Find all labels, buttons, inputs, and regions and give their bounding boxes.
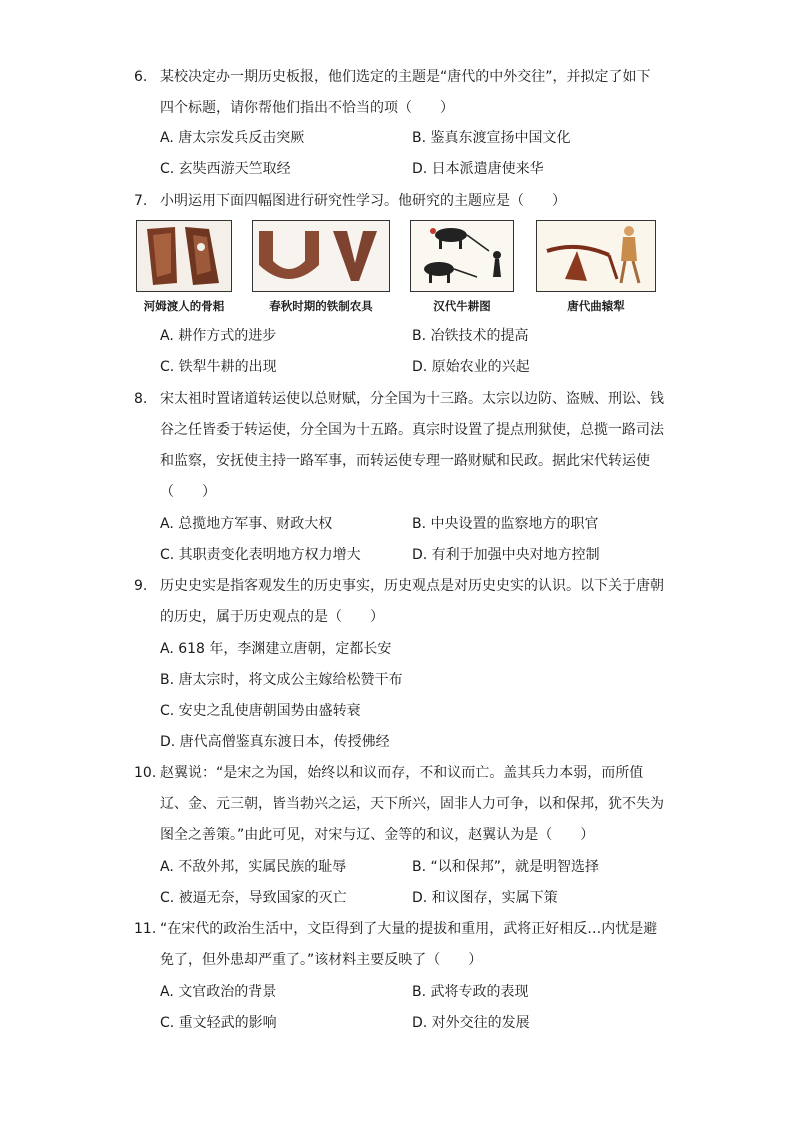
option-c[interactable]: C. 玄奘西游天竺取经 <box>160 161 291 177</box>
figure-caption: 唐代曲辕犁 <box>567 299 625 313</box>
option-a[interactable]: A. 文官政治的背景 <box>160 984 277 1000</box>
question-stem: 某校决定办一期历史板报，他们选定的主题是“唐代的中外交往”，并拟定了如下四个标题，请你帮他们指出不恰当的项（ ） <box>160 69 651 116</box>
question-stem: 小明运用下面四幅图进行研究性学习。他研究的主题应是（ ） <box>160 193 566 209</box>
iron-tools-image <box>252 220 390 292</box>
question-number: 9. <box>134 578 148 594</box>
question-9 <box>134 571 664 633</box>
option-d[interactable]: D. 有利于加强中央对地方控制 <box>412 547 600 563</box>
option-b[interactable]: B. 中央设置的监察地方的职官 <box>412 516 599 532</box>
question-10 <box>134 758 664 851</box>
question-stem: 赵翼说：“是宋之为国，始终以和议而存，不和议而亡。盖其兵力本弱，而所值辽、金、元三朝，皆当勃兴之运，天下所兴，固非人力可争，以和保邦，犹不失为图全之善策。”由此可见，对宋与辽、金等的和议，赵翼认为是（ ） <box>160 765 664 843</box>
option-d[interactable]: D. 原始农业的兴起 <box>412 359 530 375</box>
option-d[interactable]: D. 日本派遣唐使来华 <box>412 161 544 177</box>
question-number: 8. <box>134 391 148 407</box>
option-b[interactable]: B. “以和保邦”，就是明智选择 <box>412 859 600 875</box>
figure-caption: 汉代牛耕图 <box>433 299 491 313</box>
option-b[interactable]: B. 冶铁技术的提高 <box>412 328 529 344</box>
option-a[interactable]: A. 唐太宗发兵反击突厥 <box>160 130 305 146</box>
option-a[interactable]: A. 不敌外邦，实属民族的耻辱 <box>160 859 347 875</box>
option-c[interactable]: C. 其职责变化表明地方权力增大 <box>160 547 361 563</box>
question-6 <box>134 62 664 124</box>
option-d[interactable]: D. 唐代高僧鉴真东渡日本，传授佛经 <box>160 734 390 750</box>
figure-caption: 河姆渡人的骨耜 <box>143 299 225 313</box>
question-7-figures <box>136 220 660 320</box>
option-b[interactable]: B. 武将专政的表现 <box>412 984 529 1000</box>
option-a[interactable]: A. 总揽地方军事、财政大权 <box>160 516 333 532</box>
question-number: 7. <box>134 193 148 209</box>
option-c[interactable]: C. 被逼无奈，导致国家的灭亡 <box>160 890 347 906</box>
option-d[interactable]: D. 对外交往的发展 <box>412 1015 530 1031</box>
figure-bone-spade <box>136 220 232 314</box>
question-stem: 宋太祖时置诸道转运使以总财赋，分全国为十三路。太宗以边防、盗贼、刑讼、钱谷之任皆委于转运使，分全国为十五路。真宗时设置了提点刑狱使，总揽一路司法和监察，安抚使主持一路军事，而转运使专理一路财赋和民政。据此宋代转运使（ ） <box>160 391 664 500</box>
question-number: 6. <box>134 69 148 85</box>
question-number: 11. <box>134 921 157 937</box>
option-c[interactable]: C. 铁犁牛耕的出现 <box>160 359 277 375</box>
option-a[interactable]: A. 耕作方式的进步 <box>160 328 277 344</box>
question-stem: 历史史实是指客观发生的历史事实，历史观点是对历史史实的认识。以下关于唐朝的历史，属于历史观点的是（ ） <box>160 578 664 625</box>
bone-spade-image <box>136 220 232 292</box>
figure-curved-plow <box>536 220 656 314</box>
question-number: 10. <box>134 765 157 781</box>
figure-ox-plowing <box>410 220 514 314</box>
option-d[interactable]: D. 和议图存，实属下策 <box>412 890 558 906</box>
question-7 <box>134 186 664 217</box>
option-b[interactable]: B. 唐太宗时，将文成公主嫁给松赞干布 <box>160 672 403 688</box>
option-b[interactable]: B. 鉴真东渡宣扬中国文化 <box>412 130 571 146</box>
figure-iron-tools <box>252 220 390 314</box>
option-c[interactable]: C. 重文轻武的影响 <box>160 1015 277 1031</box>
curved-plow-image <box>536 220 656 292</box>
question-stem: “在宋代的政治生活中，文臣得到了大量的提拔和重用，武将正好相反…内忧是避免了，但外患却严重了。”该材料主要反映了（ ） <box>160 921 658 968</box>
option-c[interactable]: C. 安史之乱使唐朝国势由盛转衰 <box>160 703 361 719</box>
question-8 <box>134 384 664 508</box>
ox-plowing-image <box>410 220 514 292</box>
figure-caption: 春秋时期的铁制农具 <box>269 299 373 313</box>
option-a[interactable]: A. 618 年，李渊建立唐朝，定都长安 <box>160 641 392 657</box>
question-11 <box>134 914 664 976</box>
